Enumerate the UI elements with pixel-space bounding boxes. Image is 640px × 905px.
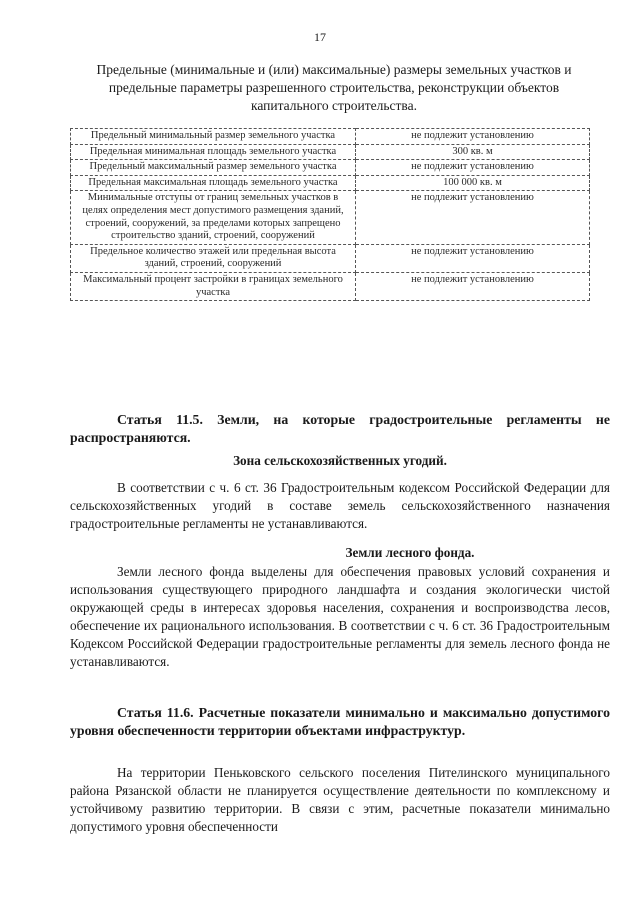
forest-paragraph (70, 563, 610, 671)
table-row (71, 129, 590, 145)
table-row (71, 175, 590, 191)
forest-heading: Земли лесного фонда. (345, 545, 475, 560)
value-cell: не подлежит установлению (356, 129, 590, 145)
land-limits-table (70, 128, 590, 301)
param-cell: Предельный максимальный размер земельного участка (71, 160, 356, 176)
value-cell: 100 000 кв. м (356, 175, 590, 191)
final-paragraph-text: На территории Пеньковского сельского поселения Пителинского муниципального района Рязанской области не планируется осуществление деятельности по комплексному и устойчивому развитию территории. В связи с этим, расчетные показатели минимально допустимого уровня обеспеченности (70, 765, 610, 834)
page-number: 17 (314, 30, 326, 44)
agri-zone-paragraph (70, 479, 610, 533)
article-11-6-text: Статья 11.6. Расчетные показатели минимально и максимально допустимого уровня обеспеченности территории объектами инфраструктур. (70, 705, 610, 738)
forest-text: Земли лесного фонда выделены для обеспечения правовых условий сохранения и использования существующего природного ландшафта и создания экологически чистой окружающей среды в интересах здоровья населения, сохранения и воспроизводства лесов, обеспечение их рационального использования. В соответствии с ч. 6 ст. 36 Градостроительным Кодексом Российской Федерации градостроительные регламенты для земель лесного фонда не устанавливаются. (70, 564, 610, 669)
final-paragraph (70, 764, 610, 836)
param-cell: Предельная минимальная площадь земельного участка (71, 144, 356, 160)
article-11-5-text: Статья 11.5. Земли, на которые градостроительные регламенты не распространяются. (70, 412, 610, 445)
table-row (71, 144, 590, 160)
table-row (71, 191, 590, 244)
value-cell: не подлежит установлению (356, 191, 590, 244)
value-cell: не подлежит установлению (356, 244, 590, 272)
param-cell: Минимальные отступы от границ земельных участков в целях определения мест допустимого размещения зданий, строений, сооружений, за пределами которых запрещено строительство зданий, строений, сооружений (71, 191, 356, 244)
agri-zone-heading: Зона сельскохозяйственных угодий. (233, 453, 447, 468)
table-row (71, 244, 590, 272)
table-row (71, 160, 590, 176)
value-cell: не подлежит установлению (356, 272, 590, 300)
section-intro: Предельные (минимальные и (или) максимальные) размеры земельных участков и предельные параметры разрешенного строительства, реконструкции объектов капитального строительства. (96, 62, 572, 113)
article-11-6-title (70, 704, 610, 740)
article-11-5-title (70, 411, 610, 447)
value-cell: не подлежит установлению (356, 160, 590, 176)
param-cell: Предельный минимальный размер земельного участка (71, 129, 356, 145)
table-row (71, 272, 590, 300)
param-cell: Предельное количество этажей или предельная высота зданий, строений, сооружений (71, 244, 356, 272)
agri-zone-text: В соответствии с ч. 6 ст. 36 Градостроительным кодексом Российской Федерации для сельскохозяйственных угодий в составе земель сельскохозяйственного назначения градостроительные регламенты не устанавливаются. (70, 480, 610, 531)
param-cell: Максимальный процент застройки в границах земельного участка (71, 272, 356, 300)
param-cell: Предельная максимальная площадь земельного участка (71, 175, 356, 191)
value-cell: 300 кв. м (356, 144, 590, 160)
